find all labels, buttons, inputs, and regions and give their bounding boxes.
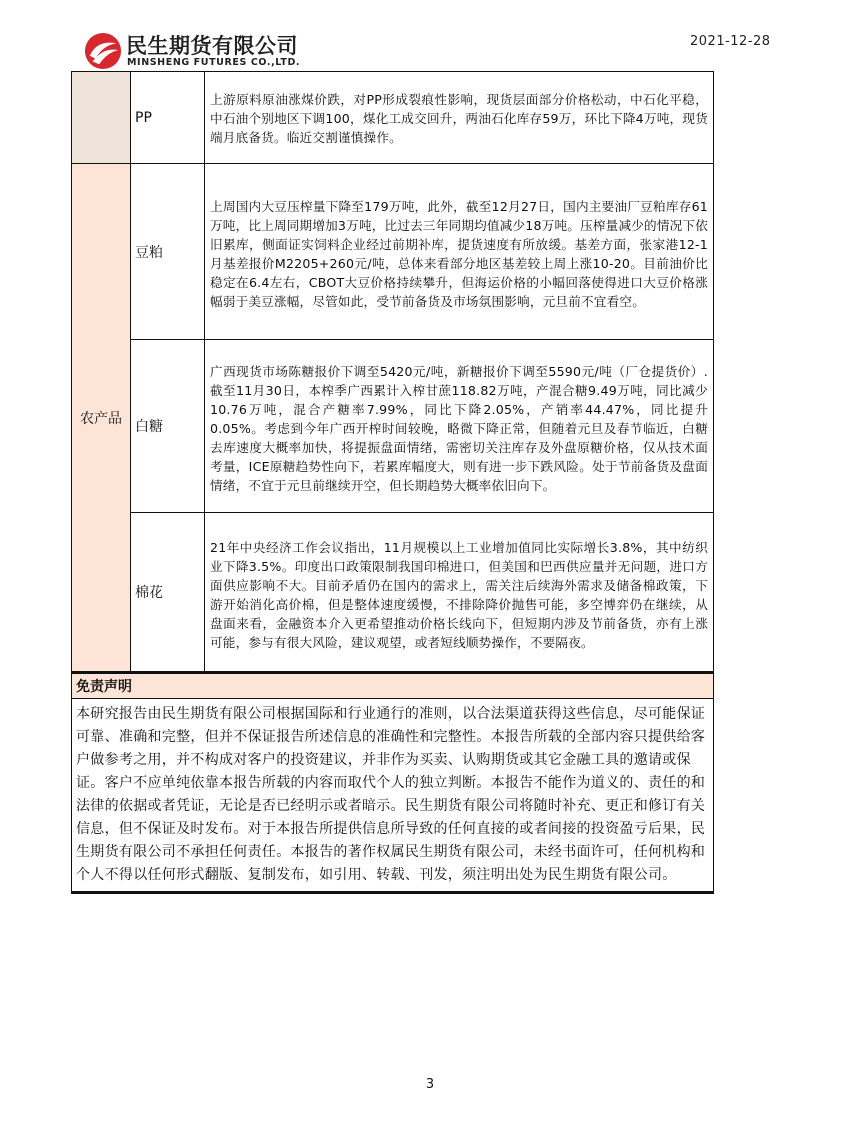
company-logo-icon — [84, 32, 122, 70]
commodity-name: PP — [131, 72, 205, 164]
table-row — [72, 164, 714, 340]
category-cell-empty — [72, 72, 131, 164]
company-name-cn: 民生期货有限公司 — [126, 34, 298, 58]
table-row — [72, 513, 714, 673]
commodity-analysis: 上周国内大豆压榨量下降至179万吨，此外，截至12月27日，国内主要油厂豆粕库存61万吨，比上周同期增加3万吨，比过去三年同期均值减少18万吨。压榨量减少的情况下依旧累库，侧面证实饲料企业经过前期补库，提货速度有所放缓。基差方面，张家港12-1月基差报价M2205+260元/吨，总体来看部分地区基差较上周上涨10-20。目前油价比稳定在6.4左右，CBOT大豆价格持续攀升，但海运价格的小幅回落使得进口大豆价格涨幅弱于美豆涨幅，尽管如此，受节前备货及市场氛围影响，元旦前不宜看空。 — [205, 164, 714, 340]
company-logo — [84, 30, 324, 74]
report-date: 2021-12-28 — [690, 34, 771, 49]
disclaimer-header-row — [72, 673, 714, 699]
commodity-analysis: 广西现货市场陈糖报价下调至5420元/吨，新糖报价下调至5590元/吨（厂仓提货价）.截至11月30日，本榨季广西累计入榨甘蔗118.82万吨，产混合糖9.49万吨，同比减少10.76万吨，混合产糖率7.99%，同比下降2.05%，产销率44.47%，同比提升0.05%。考虑到今年广西开榨时间较晚，略微下降正常，但随着元旦及春节临近，白糖去库速度大概率加快，将提振盘面情绪，需密切关注库存及外盘原糖价格，仅从技术面考量，ICE原糖趋势性向下，若累库幅度大，则有进一步下跌风险。处于节前备货及盘面情绪，不宜于元旦前继续开空，但长期趋势大概率依旧向下。 — [205, 340, 714, 513]
page-number: 3 — [425, 1077, 435, 1092]
table-row — [72, 340, 714, 513]
commodity-analysis: 21年中央经济工作会议指出，11月规模以上工业增加值同比实际增长3.8%，其中纺织业下降3.5%。印度出口政策限制我国印棉进口，但美国和巴西供应量并无问题，进口方面供应影响不大。目前矛盾仍在国内的需求上，需关注后续海外需求及储备棉政策，下游开始消化高价棉，但是整体速度缓慢，不排除降价抛售可能，多空博弈仍在继续，从盘面来看，金融资本介入更希望推动价格长线向下，但短期内涉及节前备货，亦有上涨可能，参与有很大风险，建议观望，或者短线顺势操作，不要隔夜。 — [205, 513, 714, 673]
disclaimer-text: 本研究报告由民生期货有限公司根据国际和行业通行的准则，以合法渠道获得这些信息，尽可能保证可靠、准确和完整，但并不保证报告所述信息的准确性和完整性。本报告所载的全部内容只提供给客户做参考之用，并不构成对客户的投资建议，并非作为买卖、认购期货或其它金融工具的邀请或保证。客户不应单纯依靠本报告所载的内容而取代个人的独立判断。本报告不能作为道义的、责任的和法律的依据或者凭证，无论是否已经明示或者暗示。民生期货有限公司将随时补充、更正和修订有关信息，但不保证及时发布。对于本报告所提供信息所导致的任何直接的或者间接的投资盈亏后果，民生期货有限公司不承担任何责任。本报告的著作权属民生期货有限公司，未经书面许可，任何机构和个人不得以任何形式翻版、复制发布，如引用、转载、刊发，须注明出处为民生期货有限公司。 — [72, 699, 714, 893]
commodity-analysis: 上游原料原油涨煤价跌，对PP形成裂痕性影响，现货层面部分价格松动，中石化平稳，中石油个别地区下调100，煤化工成交回升，两油石化库存59万，环比下降4万吨，现货端月底备货。临近交割谨慎操作。 — [205, 72, 714, 164]
table-row — [72, 72, 714, 164]
disclaimer-body-row — [72, 699, 714, 893]
category-cell-agri: 农产品 — [72, 164, 131, 673]
commodity-table — [71, 71, 714, 894]
commodity-name: 棉花 — [131, 513, 205, 673]
page-header — [0, 0, 860, 72]
commodity-name: 白糖 — [131, 340, 205, 513]
disclaimer-title: 免责声明 — [72, 673, 714, 699]
commodity-name: 豆粕 — [131, 164, 205, 340]
company-name-en: MINSHENG FUTURES CO.,LTD. — [127, 57, 301, 68]
